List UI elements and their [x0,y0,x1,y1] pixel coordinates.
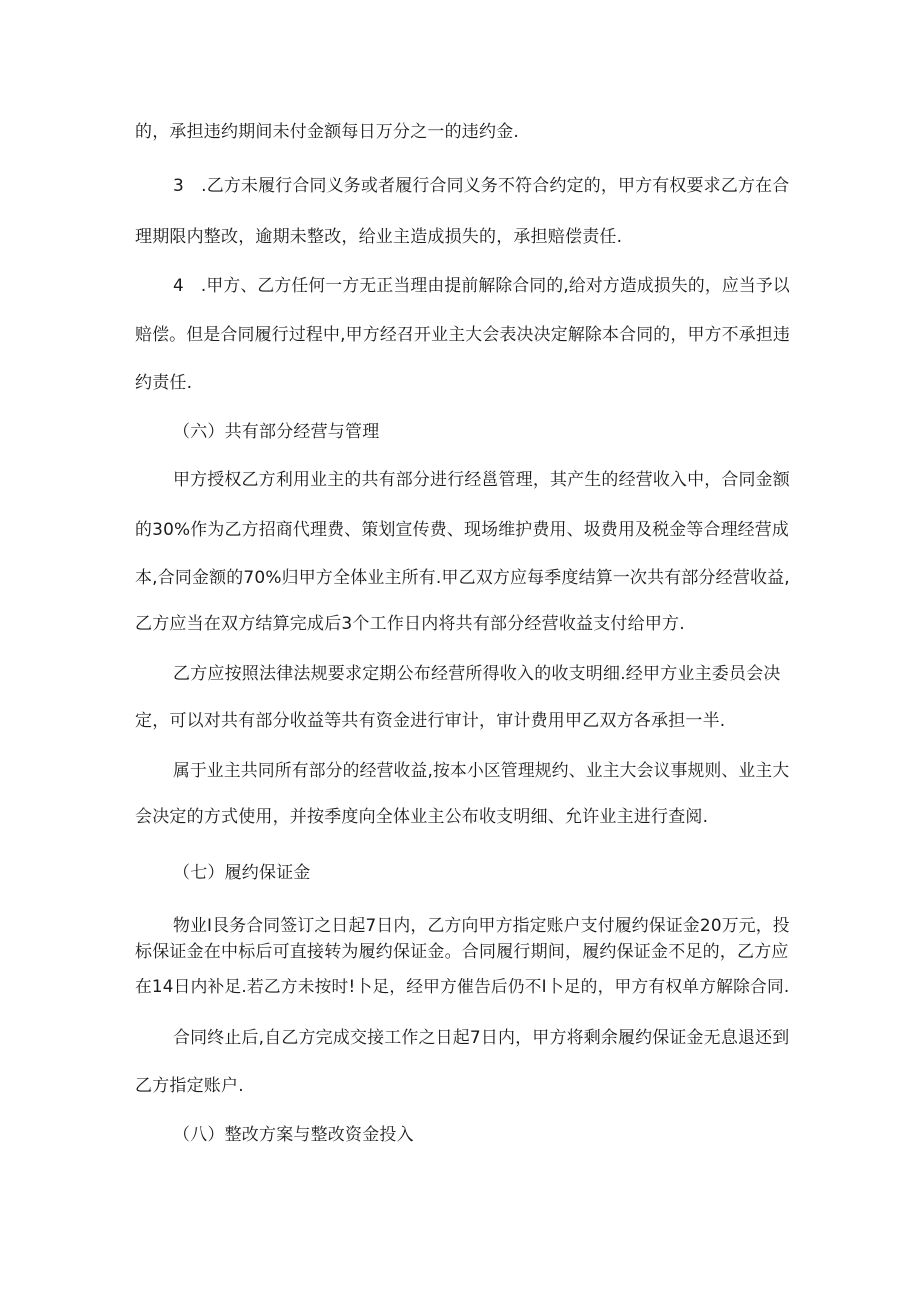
text-line: 的30%作为乙方招商代理费、策划宣传费、现场维护费用、圾费用及税金等合理经营成 [135,519,790,539]
text-line: 本,合同金额的70%归甲方全体业主所有.甲乙双方应每季度结算一次共有部分经营收益, [135,567,790,587]
text-line: 赔偿。但是合同履行过程中,甲方经召开业主大会表决决定解除本合同的，甲方不承担违 [135,324,791,344]
section-heading: （七）履约保证金 [173,863,311,883]
text-line: 约责任. [135,373,193,393]
text-line: 乙方指定账户. [135,1076,244,1096]
text-line: 4 .甲方、乙方任何一方无正当理由提前解除合同的,给对方造成损失的，应当予以 [173,275,790,295]
text-line: 的，承担违约期间未付金额每日万分之一的违约金. [135,122,520,142]
text-line: 乙方应当在双方结算完成后3个工作日内将共有部分经营收益支付给甲方. [135,614,685,634]
text-line: 定，可以对共有部分收益等共有资金进行审计，审计费用甲乙双方各承担一半. [135,711,726,731]
section-heading: （六）共有部分经营与管理 [173,422,380,442]
text-line: 属于业主共同所有部分的经营收益,按本小区管理规约、业主大会议事规则、业主大 [173,760,790,780]
text-line: 理期限内整改，逾期未整改，给业主造成损失的，承担赔偿责任. [135,227,623,247]
text-line: 标保证金在中标后可直接转为履约保证金。合同履行期间，履约保证金不足的，乙方应 [135,942,789,962]
text-line: 会决定的方式使用，并按季度向全体业主公布收支明细、允许业主进行查阅. [135,807,709,827]
text-line: 在14日内补足.若乙方未按时!卜足，经甲方催告后仍不I卜足的，甲方有权单方解除合同. [135,976,790,996]
section-heading: （八）整改方案与整改资金投入 [173,1125,414,1145]
text-line: 甲方授权乙方利用业主的共有部分进行经邕管理，其产生的经营收入中，合同金额 [173,469,790,489]
text-line: 物业I艮务合同签订之日起7日内，乙方向甲方指定账户支付履约保证金20万元，投 [173,915,790,935]
text-line: 3 .乙方未履行合同义务或者履行合同义务不符合约定的，甲方有权要求乙方在合 [173,175,790,195]
text-line: 乙方应按照法律法规要求定期公布经营所得收入的收支明细.经甲方业主委员会决 [173,664,781,684]
text-line: 合同终止后,自乙方完成交接工作之日起7日内，甲方将剩余履约保证金无息退还到 [173,1027,790,1047]
